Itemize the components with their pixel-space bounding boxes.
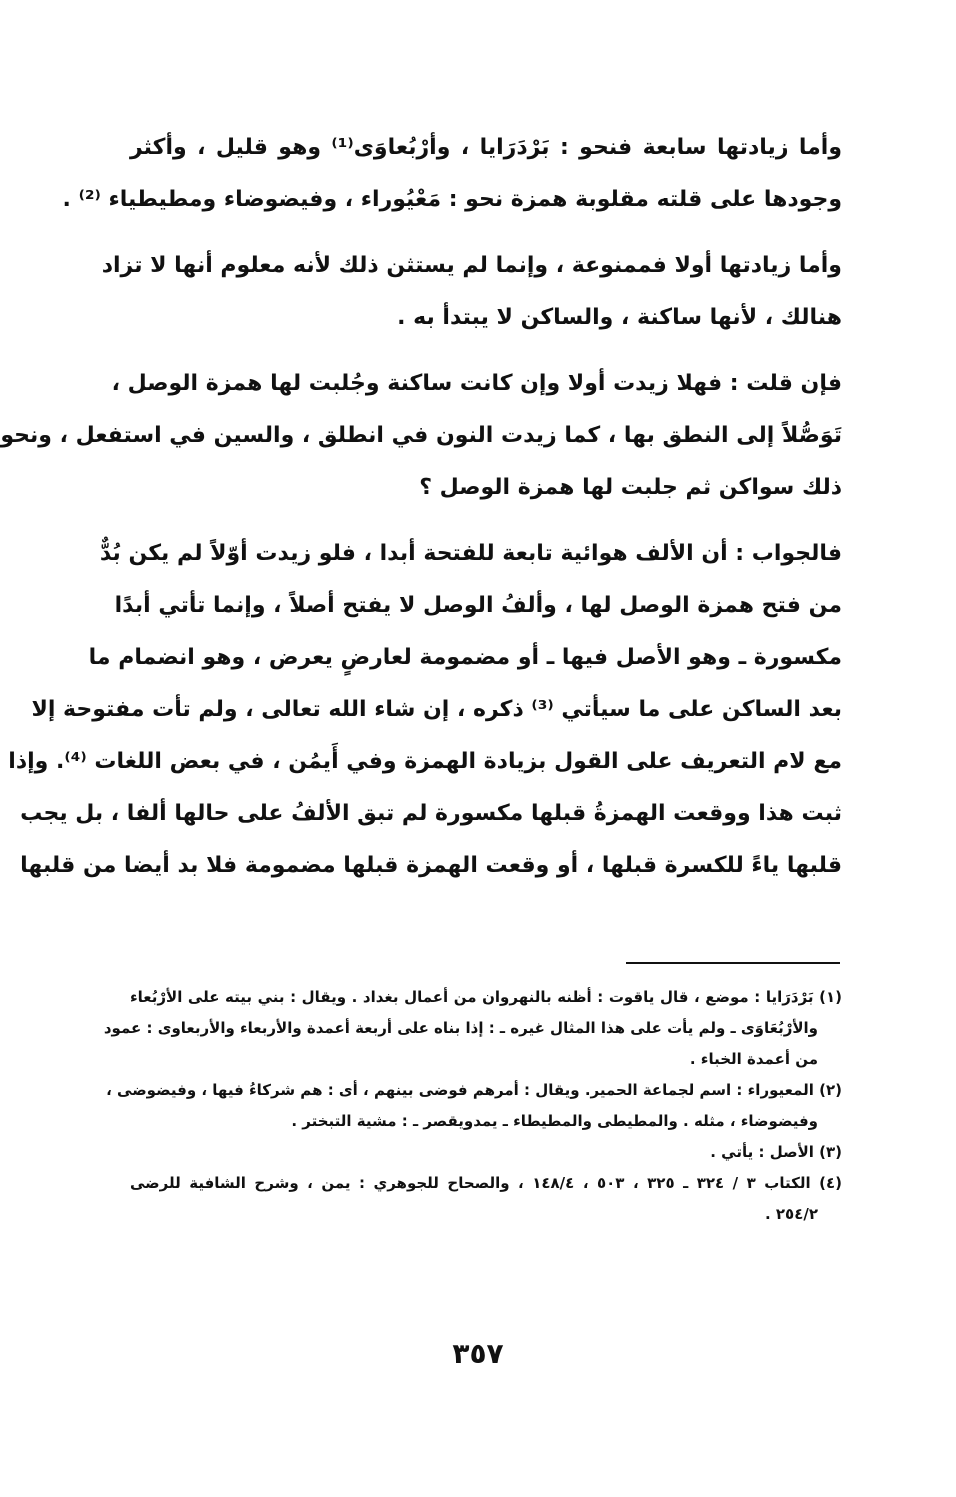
paragraph-gap bbox=[130, 344, 842, 358]
text-line: مع لام التعريف على القول بزيادة الهمزة وفي أَيمُن ، في بعض اللغات ⁽⁴⁾. وإذا bbox=[8, 749, 842, 774]
main-text bbox=[0, 122, 842, 892]
paragraph-3 bbox=[0, 358, 842, 514]
paragraph-2 bbox=[101, 240, 842, 344]
footnote-line: (٢) المعيوراء : اسم لجماعة الحمير. ويقال : أمرهم فوضى بينهم ، أى : هم شركاءُ فيها ، وفيضوضى ، bbox=[106, 1081, 842, 1099]
paragraph-4 bbox=[8, 528, 842, 892]
text-line: فإن قلت : فهلا زيدت أولا وإن كانت ساكنة وجُلبت لها همزة الوصل ، bbox=[111, 371, 842, 396]
footnote-separator bbox=[626, 962, 840, 964]
footnote-4 bbox=[130, 1168, 842, 1230]
text-line: هنالك ، لأنها ساكنة ، والساكن لا يبتدأ به . bbox=[397, 305, 842, 330]
footnote-2 bbox=[106, 1075, 842, 1137]
footnote-line: (٤) الكتاب ٣ / ٣٢٤ ـ ٣٢٥ ، ٥٠٣ ، ١٤٨/٤ ، والصحاح للجوهري : يمن ، وشرح الشافية للرضى bbox=[130, 1174, 842, 1192]
paragraph-gap bbox=[130, 226, 842, 240]
footnote-1 bbox=[103, 982, 842, 1075]
text-line: ثبت هذا ووقعت الهمزةُ قبلها مكسورة لم تبق الألفُ على حالها ألفا ، بل يجب bbox=[20, 801, 842, 826]
paragraph-1 bbox=[62, 122, 842, 226]
footnote-line: ٢٥٤/٢ . bbox=[764, 1205, 818, 1223]
footnote-line: وفيضوضاء ، مثله . والمطيطى والمطيطاء ـ يمدويقصر ـ : مشية التبختر . bbox=[291, 1112, 818, 1130]
text-line: من فتح همزة الوصل لها ، وألفُ الوصل لا يفتح أصلاً ، وإنما تأتي أبدًا bbox=[114, 593, 842, 618]
footnote-line: (١) بَرْدَرَايا : موضع ، قال ياقوت : أظنه بالنهروان من أعمال بغداد . ويقال : بني بيته على الأرْبُعاء bbox=[130, 988, 842, 1006]
footnote-line: (٣) الأصل : يأتي . bbox=[710, 1143, 842, 1161]
text-line: قلبها ياءً للكسرة قبلها ، أو وقعت الهمزة قبلها مضمومة فلا بد أيضا من قلبها bbox=[20, 853, 842, 878]
text-line: ذلك سواكن ثم جلبت لها همزة الوصل ؟ bbox=[419, 475, 842, 500]
text-line: وأما زيادتها أولا فممنوعة ، وإنما لم يستثن ذلك لأنه معلوم أنها لا تزاد bbox=[101, 253, 842, 278]
text-line: بعد الساكن على ما سيأتي ⁽³⁾ ذكره ، إن شاء الله تعالى ، ولم تأت مفتوحة إلا bbox=[31, 697, 842, 722]
text-line: مكسورة ـ وهو الأصل فيها ـ أو مضمومة لعارضٍ يعرض ، وهو انضمام ما bbox=[88, 645, 842, 670]
text-line: وأما زيادتها سابعة فنحو : بَرْدَرَايا ، وأرْبُعاوَى⁽¹⁾ وهو قليل ، وأكثر bbox=[130, 135, 842, 160]
footnote-line: من أعمدة الخباء . bbox=[689, 1050, 818, 1068]
footnotes bbox=[103, 982, 842, 1230]
footnote-3 bbox=[130, 1137, 842, 1168]
text-line: فالجواب : أن الألف هوائية تابعة للفتحة أبدا ، فلو زيدت أوّلاً لم يكن بُدٌّ bbox=[99, 541, 842, 566]
paragraph-gap bbox=[130, 514, 842, 528]
text-line: تَوَصُّلاً إلى النطق بها ، كما زيدت النون في انطلق ، والسين في استفعل ، ونحو bbox=[0, 423, 842, 448]
footnote-line: والأرْبُعَاوَى ـ ولم يأت على هذا المثال غيره ـ : إذا بناه على أربعة أعمدة والأربعاء والأربعاوى : عمود bbox=[103, 1019, 818, 1037]
page-number: ٣٥٧ bbox=[452, 1337, 504, 1370]
text-line: وجودها على قلته مقلوبة همزة نحو : مَعْيُوراء ، وفيضوضاء ومطيطياء ⁽²⁾ . bbox=[62, 187, 842, 212]
